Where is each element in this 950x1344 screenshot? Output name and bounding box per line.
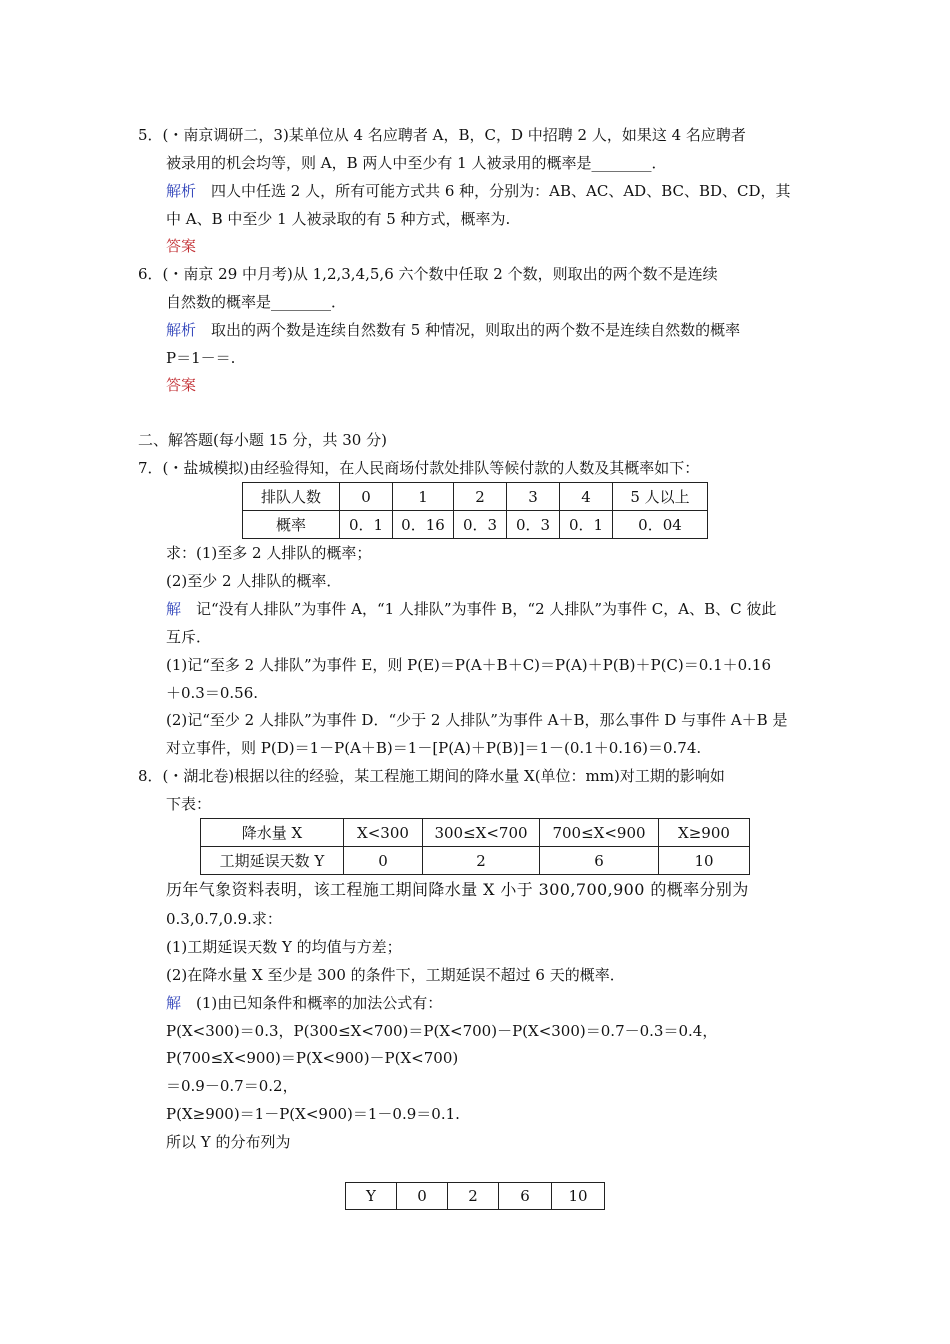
table-row bbox=[243, 511, 708, 539]
q8-sol-line3: P(700≤X<900)＝P(X<900)－P(X<700) bbox=[166, 1049, 459, 1067]
table-cell: X<300 bbox=[344, 819, 423, 847]
table-row bbox=[201, 847, 750, 875]
table-cell: 0．04 bbox=[613, 511, 708, 539]
q6-line2: 自然数的概率是________． bbox=[166, 293, 347, 311]
table-cell: 0．16 bbox=[393, 511, 454, 539]
section2-title: 二、解答题(每小题 15 分，共 30 分) bbox=[138, 431, 387, 449]
q5-answer-label: 答案 bbox=[166, 237, 197, 255]
table-cell: Y bbox=[346, 1183, 397, 1210]
q8-sol-line4: ＝0.9－0.7＝0.2， bbox=[166, 1077, 298, 1095]
table-cell: 3 bbox=[507, 483, 560, 511]
q8-table bbox=[200, 818, 750, 875]
table-row bbox=[346, 1183, 605, 1210]
q8-ask1: (1)工期延误天数 Y 的均值与方差； bbox=[166, 938, 402, 956]
table-cell: 0．1 bbox=[340, 511, 393, 539]
table-cell: 10 bbox=[659, 847, 750, 875]
table-cell: X≥900 bbox=[659, 819, 750, 847]
q8-ask2: (2)在降水量 X 至少是 300 的条件下，工期延误不超过 6 天的概率． bbox=[166, 966, 625, 984]
table-cell: 0 bbox=[340, 483, 393, 511]
table-cell: 2 bbox=[423, 847, 540, 875]
solution-label: 解 bbox=[166, 600, 182, 618]
table-cell: 0 bbox=[397, 1183, 448, 1210]
table-cell: 概率 bbox=[243, 511, 340, 539]
q8-text2: 0.3,0.7,0.9.求： bbox=[166, 910, 282, 928]
q6-jiexi-line1: 解析 取出的两个数是连续自然数有 5 种情况，则取出的两个数不是连续自然数的概率 bbox=[166, 321, 741, 339]
q8-line2: 下表： bbox=[166, 795, 212, 813]
q6-line1: 6．(・南京 29 中月考)从 1,2,3,4,5,6 六个数中任取 2 个数，则取出的两个数不是连续 bbox=[138, 265, 718, 283]
q8-distribution-table bbox=[345, 1182, 605, 1210]
q5-line2: 被录用的机会均等，则 A，B 两人中至少有 1 人被录用的概率是________． bbox=[166, 154, 667, 172]
q7-ask1: 求：(1)至多 2 人排队的概率； bbox=[166, 544, 372, 562]
q8-text1: 历年气象资料表明，该工程施工期间降水量 X 小于 300,700,900 的概率分别为 bbox=[166, 880, 749, 899]
q6-jiexi-line2: P＝1－＝. bbox=[166, 349, 236, 367]
q7-sol-line5: (2)记“至少 2 人排队”为事件 D．“少于 2 人排队”为事件 A＋B，那么事件 D 与事件 A＋B 是 bbox=[166, 711, 788, 729]
table-cell: 0 bbox=[344, 847, 423, 875]
q8-sol-line6: 所以 Y 的分布列为 bbox=[166, 1133, 291, 1151]
table-cell: 1 bbox=[393, 483, 454, 511]
table-cell: 工期延误天数 Y bbox=[201, 847, 344, 875]
q7-sol-line6: 对立事件，则 P(D)＝1－P(A＋B)＝1－[P(A)＋P(B)]＝1－(0.1＋0.16)＝0.74. bbox=[166, 739, 702, 757]
q5-jiexi-line2: 中 A、B 中至少 1 人被录取的有 5 种方式，概率为. bbox=[166, 210, 511, 228]
table-cell: 10 bbox=[552, 1183, 605, 1210]
q7-ask2: (2)至少 2 人排队的概率． bbox=[166, 572, 342, 590]
table-cell: 0．3 bbox=[454, 511, 507, 539]
table-cell: 2 bbox=[448, 1183, 499, 1210]
table-cell: 2 bbox=[454, 483, 507, 511]
jiexi-label: 解析 bbox=[166, 321, 197, 339]
table-cell: 0．3 bbox=[507, 511, 560, 539]
q7-sol-line4: ＋0.3＝0.56. bbox=[166, 684, 259, 702]
q8-sol-line5: P(X≥900)＝1－P(X<900)＝1－0.9＝0.1. bbox=[166, 1105, 460, 1123]
q7-sol-line2: 互斥． bbox=[166, 628, 212, 646]
q7-line1: 7．(・盐城模拟)由经验得知，在人民商场付款处排队等候付款的人数及其概率如下： bbox=[138, 459, 700, 477]
table-cell: 700≤X<900 bbox=[540, 819, 659, 847]
table-cell: 排队人数 bbox=[243, 483, 340, 511]
table-cell: 6 bbox=[499, 1183, 552, 1210]
q8-line1: 8．(・湖北卷)根据以往的经验，某工程施工期间的降水量 X(单位：mm)对工期的影响如 bbox=[138, 767, 725, 785]
table-cell: 6 bbox=[540, 847, 659, 875]
table-cell: 300≤X<700 bbox=[423, 819, 540, 847]
q7-sol-line1: 解 记“没有人排队”为事件 A，“1 人排队”为事件 B，“2 人排队”为事件 C，A、B、C 彼此 bbox=[166, 600, 777, 618]
table-cell: 5 人以上 bbox=[613, 483, 708, 511]
table-cell: 降水量 X bbox=[201, 819, 344, 847]
table-cell: 0．1 bbox=[560, 511, 613, 539]
table-cell: 4 bbox=[560, 483, 613, 511]
q6-answer-label: 答案 bbox=[166, 376, 197, 394]
q8-sol-line1: 解 (1)由已知条件和概率的加法公式有： bbox=[166, 994, 443, 1012]
q8-sol-line2: P(X<300)＝0.3，P(300≤X<700)＝P(X<700)－P(X<300)＝0.7－0.3＝0.4， bbox=[166, 1022, 718, 1040]
q5-jiexi-line1: 解析 四人中任选 2 人，所有可能方式共 6 种，分别为：AB、AC、AD、BC、BD、CD，其 bbox=[166, 182, 791, 200]
jiexi-label: 解析 bbox=[166, 182, 197, 200]
table-row bbox=[243, 483, 708, 511]
q7-sol-line3: (1)记“至多 2 人排队”为事件 E，则 P(E)＝P(A＋B＋C)＝P(A)＋P(B)＋P(C)＝0.1＋0.16 bbox=[166, 656, 772, 674]
q5-line1: 5．(・南京调研二，3)某单位从 4 名应聘者 A，B，C，D 中招聘 2 人，如果这 4 名应聘者 bbox=[138, 126, 746, 144]
table-row bbox=[201, 819, 750, 847]
q7-table bbox=[242, 482, 708, 539]
solution-label: 解 bbox=[166, 994, 182, 1012]
